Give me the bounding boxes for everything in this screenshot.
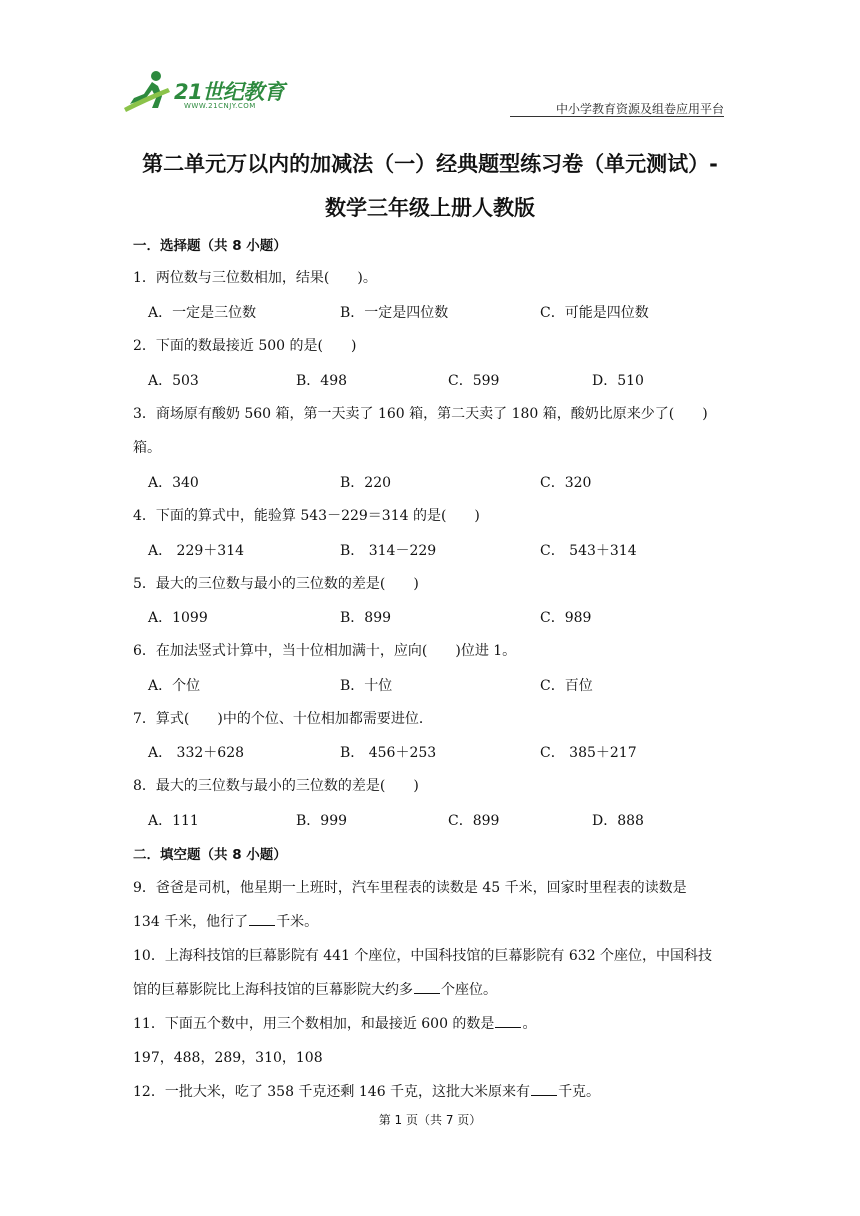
- question-9-suffix: 千米。: [276, 914, 319, 930]
- question-6: 6．在加法竖式计算中，当十位相加满十，应向( )位进 1。: [133, 643, 517, 659]
- option-7a: A． 332＋628: [148, 745, 245, 761]
- option-1c: C．可能是四位数: [540, 305, 649, 321]
- question-7: 7．算式( )中的个位、十位相加都需要进位．: [133, 711, 433, 727]
- option-3a: A．340: [148, 475, 199, 491]
- option-8b: B．999: [296, 813, 348, 829]
- option-2c: C．599: [448, 373, 500, 389]
- option-2b: B．498: [296, 373, 348, 389]
- answer-blank[interactable]: [249, 913, 275, 926]
- option-8c: C．899: [448, 813, 500, 829]
- option-5a: A．1099: [148, 610, 208, 626]
- option-2d: D．510: [592, 373, 644, 389]
- question-10-line2: [133, 979, 497, 999]
- logo: [122, 68, 292, 114]
- section-heading-choice: 一．选择题（共 8 小题）: [133, 238, 287, 254]
- option-4b: B． 314－229: [340, 543, 437, 559]
- question-11-suffix: 。: [522, 1016, 537, 1032]
- logo-brand-text: 21世纪教育: [174, 80, 285, 104]
- section-heading-fill: 二．填空题（共 8 小题）: [133, 847, 287, 863]
- option-8d: D．888: [592, 813, 644, 829]
- question-10-line1: 10．上海科技馆的巨幕影院有 441 个座位，中国科技馆的巨幕影院有 632 个座位，中国科技: [133, 948, 713, 964]
- question-9-line1: 9．爸爸是司机，他星期一上班时，汽车里程表的读数是 45 千米，回家时里程表的读数是: [133, 880, 687, 896]
- option-1a: A．一定是三位数: [148, 305, 257, 321]
- option-6b: B．十位: [340, 678, 393, 694]
- option-6a: A．个位: [148, 678, 201, 694]
- question-12-text: 12．一批大米，吃了 358 千克还剩 146 千克，这批大米原来有: [133, 1084, 531, 1100]
- answer-blank[interactable]: [414, 981, 440, 994]
- question-2: 2．下面的数最接近 500 的是( ): [133, 338, 357, 354]
- header-divider: [510, 116, 724, 117]
- question-12: [133, 1081, 600, 1101]
- runner-logo-icon: [122, 68, 178, 114]
- question-3-cont: 箱。: [133, 440, 161, 456]
- option-7c: C． 385＋217: [540, 745, 637, 761]
- option-7b: B． 456＋253: [340, 745, 437, 761]
- question-9-text: 134 千米，他行了: [133, 914, 249, 930]
- question-11-text: 11．下面五个数中，用三个数相加，和最接近 600 的数是: [133, 1016, 495, 1032]
- option-4a: A． 229＋314: [148, 543, 245, 559]
- option-3b: B．220: [340, 475, 392, 491]
- option-8a: A．111: [148, 813, 199, 829]
- question-1: 1．两位数与三位数相加，结果( )。: [133, 270, 377, 286]
- answer-blank[interactable]: [531, 1083, 557, 1096]
- page-title-line1: 第二单元万以内的加减法（一）经典题型练习卷（单元测试）-: [142, 152, 718, 176]
- question-10-text: 馆的巨幕影院比上海科技馆的巨幕影院大约多: [133, 982, 413, 998]
- answer-blank[interactable]: [495, 1015, 521, 1028]
- option-5b: B．899: [340, 610, 392, 626]
- question-11: [133, 1013, 536, 1033]
- option-6c: C．百位: [540, 678, 593, 694]
- option-1b: B．一定是四位数: [340, 305, 449, 321]
- question-3: 3．商场原有酸奶 560 箱，第一天卖了 160 箱，第二天卖了 180 箱，酸奶比原来少了( ): [133, 406, 708, 422]
- option-5c: C．989: [540, 610, 592, 626]
- question-4: 4．下面的算式中，能验算 543－229＝314 的是( ): [133, 508, 480, 524]
- question-9-line2: [133, 911, 318, 931]
- platform-label: 中小学教育资源及组卷应用平台: [555, 102, 724, 116]
- question-11-numbers: 197，488，289，310，108: [133, 1050, 323, 1066]
- page-title-line2: 数学三年级上册人教版: [325, 196, 535, 220]
- logo-site-text: WWW.21CNJY.COM: [184, 102, 256, 110]
- question-5: 5．最大的三位数与最小的三位数的差是( ): [133, 576, 419, 592]
- option-3c: C．320: [540, 475, 592, 491]
- option-4c: C． 543＋314: [540, 543, 637, 559]
- question-10-suffix: 个座位。: [441, 982, 497, 998]
- option-2a: A．503: [148, 373, 199, 389]
- question-12-suffix: 千克。: [558, 1084, 601, 1100]
- page-footer: 第 1 页（共 7 页）: [378, 1113, 482, 1127]
- question-8: 8．最大的三位数与最小的三位数的差是( ): [133, 778, 419, 794]
